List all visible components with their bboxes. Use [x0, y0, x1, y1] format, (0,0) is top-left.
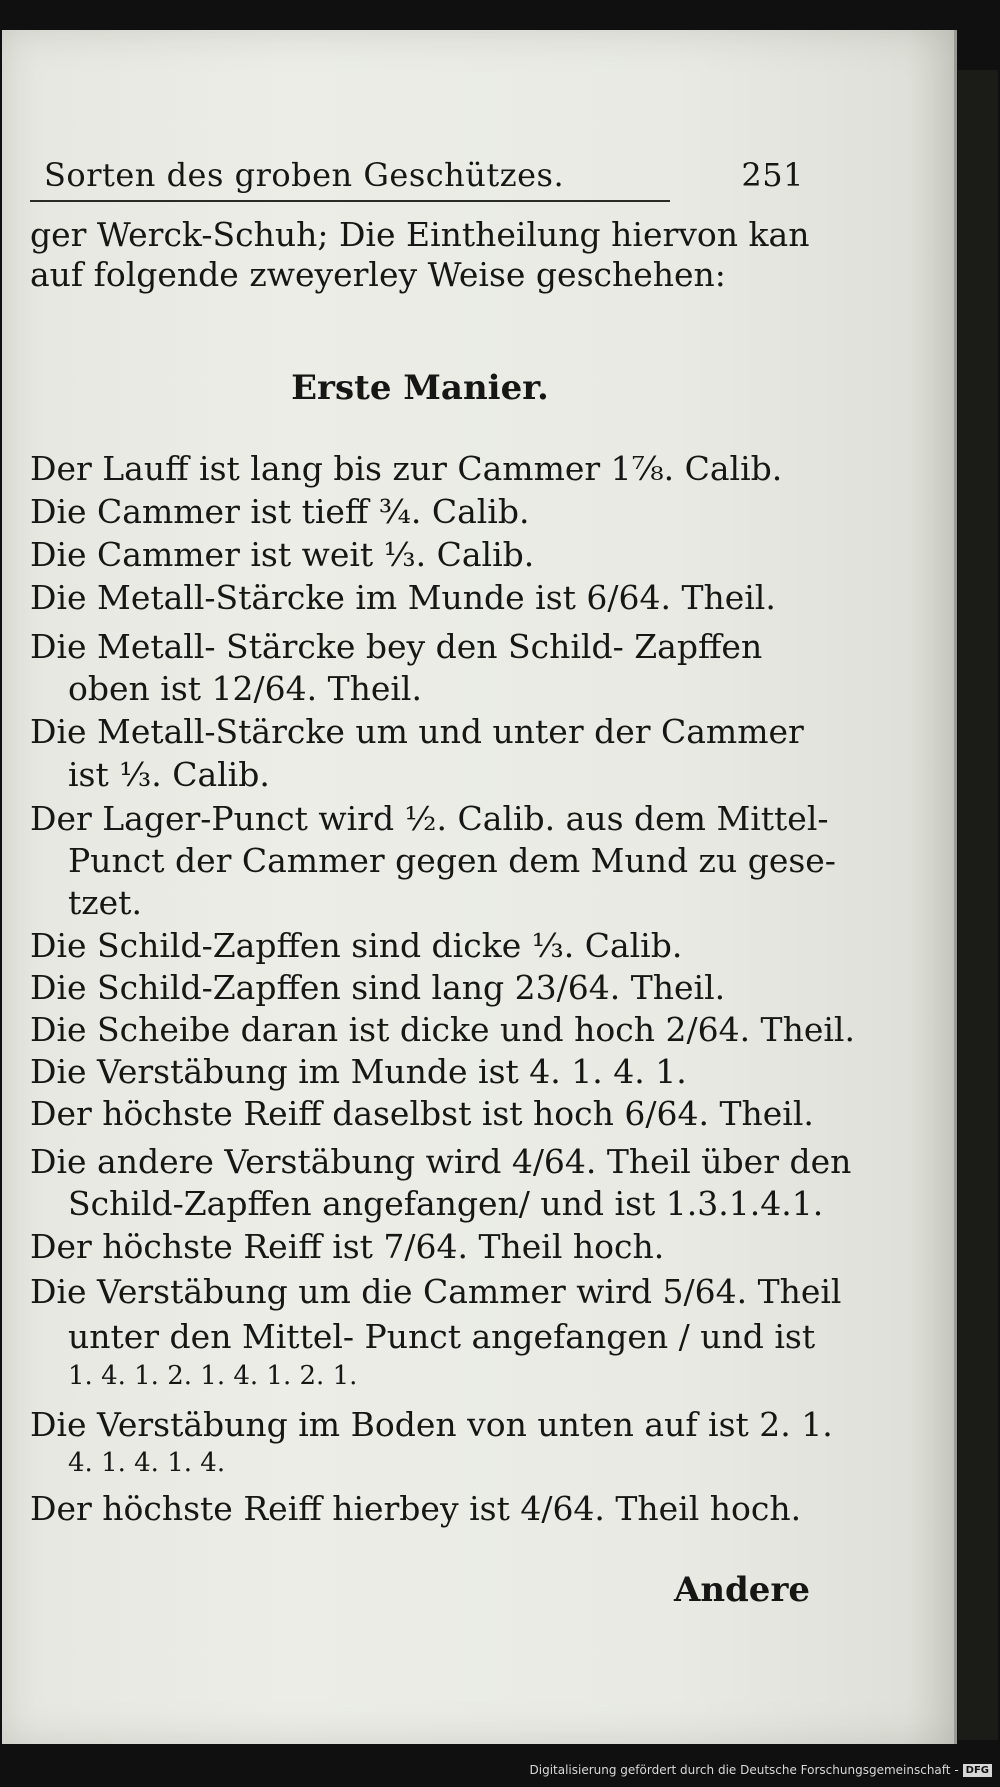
- running-header: [44, 156, 804, 194]
- text-line: Der höchste Reiff ist 7/64. Theil hoch.: [30, 1227, 665, 1266]
- credit-text: Digitalisierung gefördert durch die Deutsche Forschungsgemeinschaft -: [529, 1763, 959, 1777]
- text-line: unter den Mittel- Punct angefangen / und ist: [68, 1317, 816, 1356]
- text-line: oben ist 12/64. Theil.: [68, 669, 422, 708]
- text-line: Die Verstäbung im Boden von unten auf ist 2. 1.: [30, 1405, 833, 1444]
- text-line: 4. 1. 4. 1. 4.: [68, 1448, 226, 1478]
- text-line: Schild-Zapffen angefangen/ und ist 1.3.1.4.1.: [68, 1184, 824, 1223]
- running-title: Sorten des groben Geschützes.: [44, 156, 565, 194]
- text-line: Punct der Cammer gegen dem Mund zu gese-: [68, 841, 836, 880]
- text-line: Die Metall-Stärcke um und unter der Cammer: [30, 712, 804, 751]
- header-rule: [30, 200, 670, 202]
- text-line: Die andere Verstäbung wird 4/64. Theil über den: [30, 1142, 852, 1181]
- text-line: Die Cammer ist weit ⅓. Calib.: [30, 535, 535, 574]
- dfg-logo: DFG: [963, 1764, 992, 1777]
- text-line: Die Metall- Stärcke bey den Schild- Zapffen: [30, 627, 763, 666]
- text-line: Die Schild-Zapffen sind lang 23/64. Theil.: [30, 968, 726, 1007]
- text-line: Der höchste Reiff hierbey ist 4/64. Theil hoch.: [30, 1489, 802, 1528]
- book-page: [2, 30, 957, 1744]
- text-line: ger Werck-Schuh; Die Eintheilung hiervon kan: [30, 215, 810, 254]
- text-line: auf folgende zweyerley Weise geschehen:: [30, 255, 726, 294]
- text-line: Der Lager-Punct wird ½. Calib. aus dem Mittel-: [30, 799, 829, 838]
- text-line: Die Verstäbung im Munde ist 4. 1. 4. 1.: [30, 1052, 687, 1091]
- text-line: tzet.: [68, 883, 142, 922]
- section-heading: Erste Manier.: [291, 368, 549, 408]
- text-line: Die Schild-Zapffen sind dicke ⅓. Calib.: [30, 926, 683, 965]
- text-line: Die Scheibe daran ist dicke und hoch 2/64. Theil.: [30, 1010, 855, 1049]
- digitization-credit: [530, 1763, 993, 1777]
- text-line: Die Metall-Stärcke im Munde ist 6/64. Theil.: [30, 578, 776, 617]
- page-number: 251: [741, 156, 804, 194]
- text-line: 1. 4. 1. 2. 1. 4. 1. 2. 1.: [68, 1361, 358, 1391]
- text-line: Der höchste Reiff daselbst ist hoch 6/64. Theil.: [30, 1094, 814, 1133]
- text-line: Der Lauff ist lang bis zur Cammer 1⅞. Calib.: [30, 449, 783, 488]
- text-line: Die Cammer ist tieff ¾. Calib.: [30, 492, 530, 531]
- text-line: ist ⅓. Calib.: [68, 755, 270, 794]
- catchword: Andere: [673, 1570, 810, 1610]
- text-line: Die Verstäbung um die Cammer wird 5/64. Theil: [30, 1272, 842, 1311]
